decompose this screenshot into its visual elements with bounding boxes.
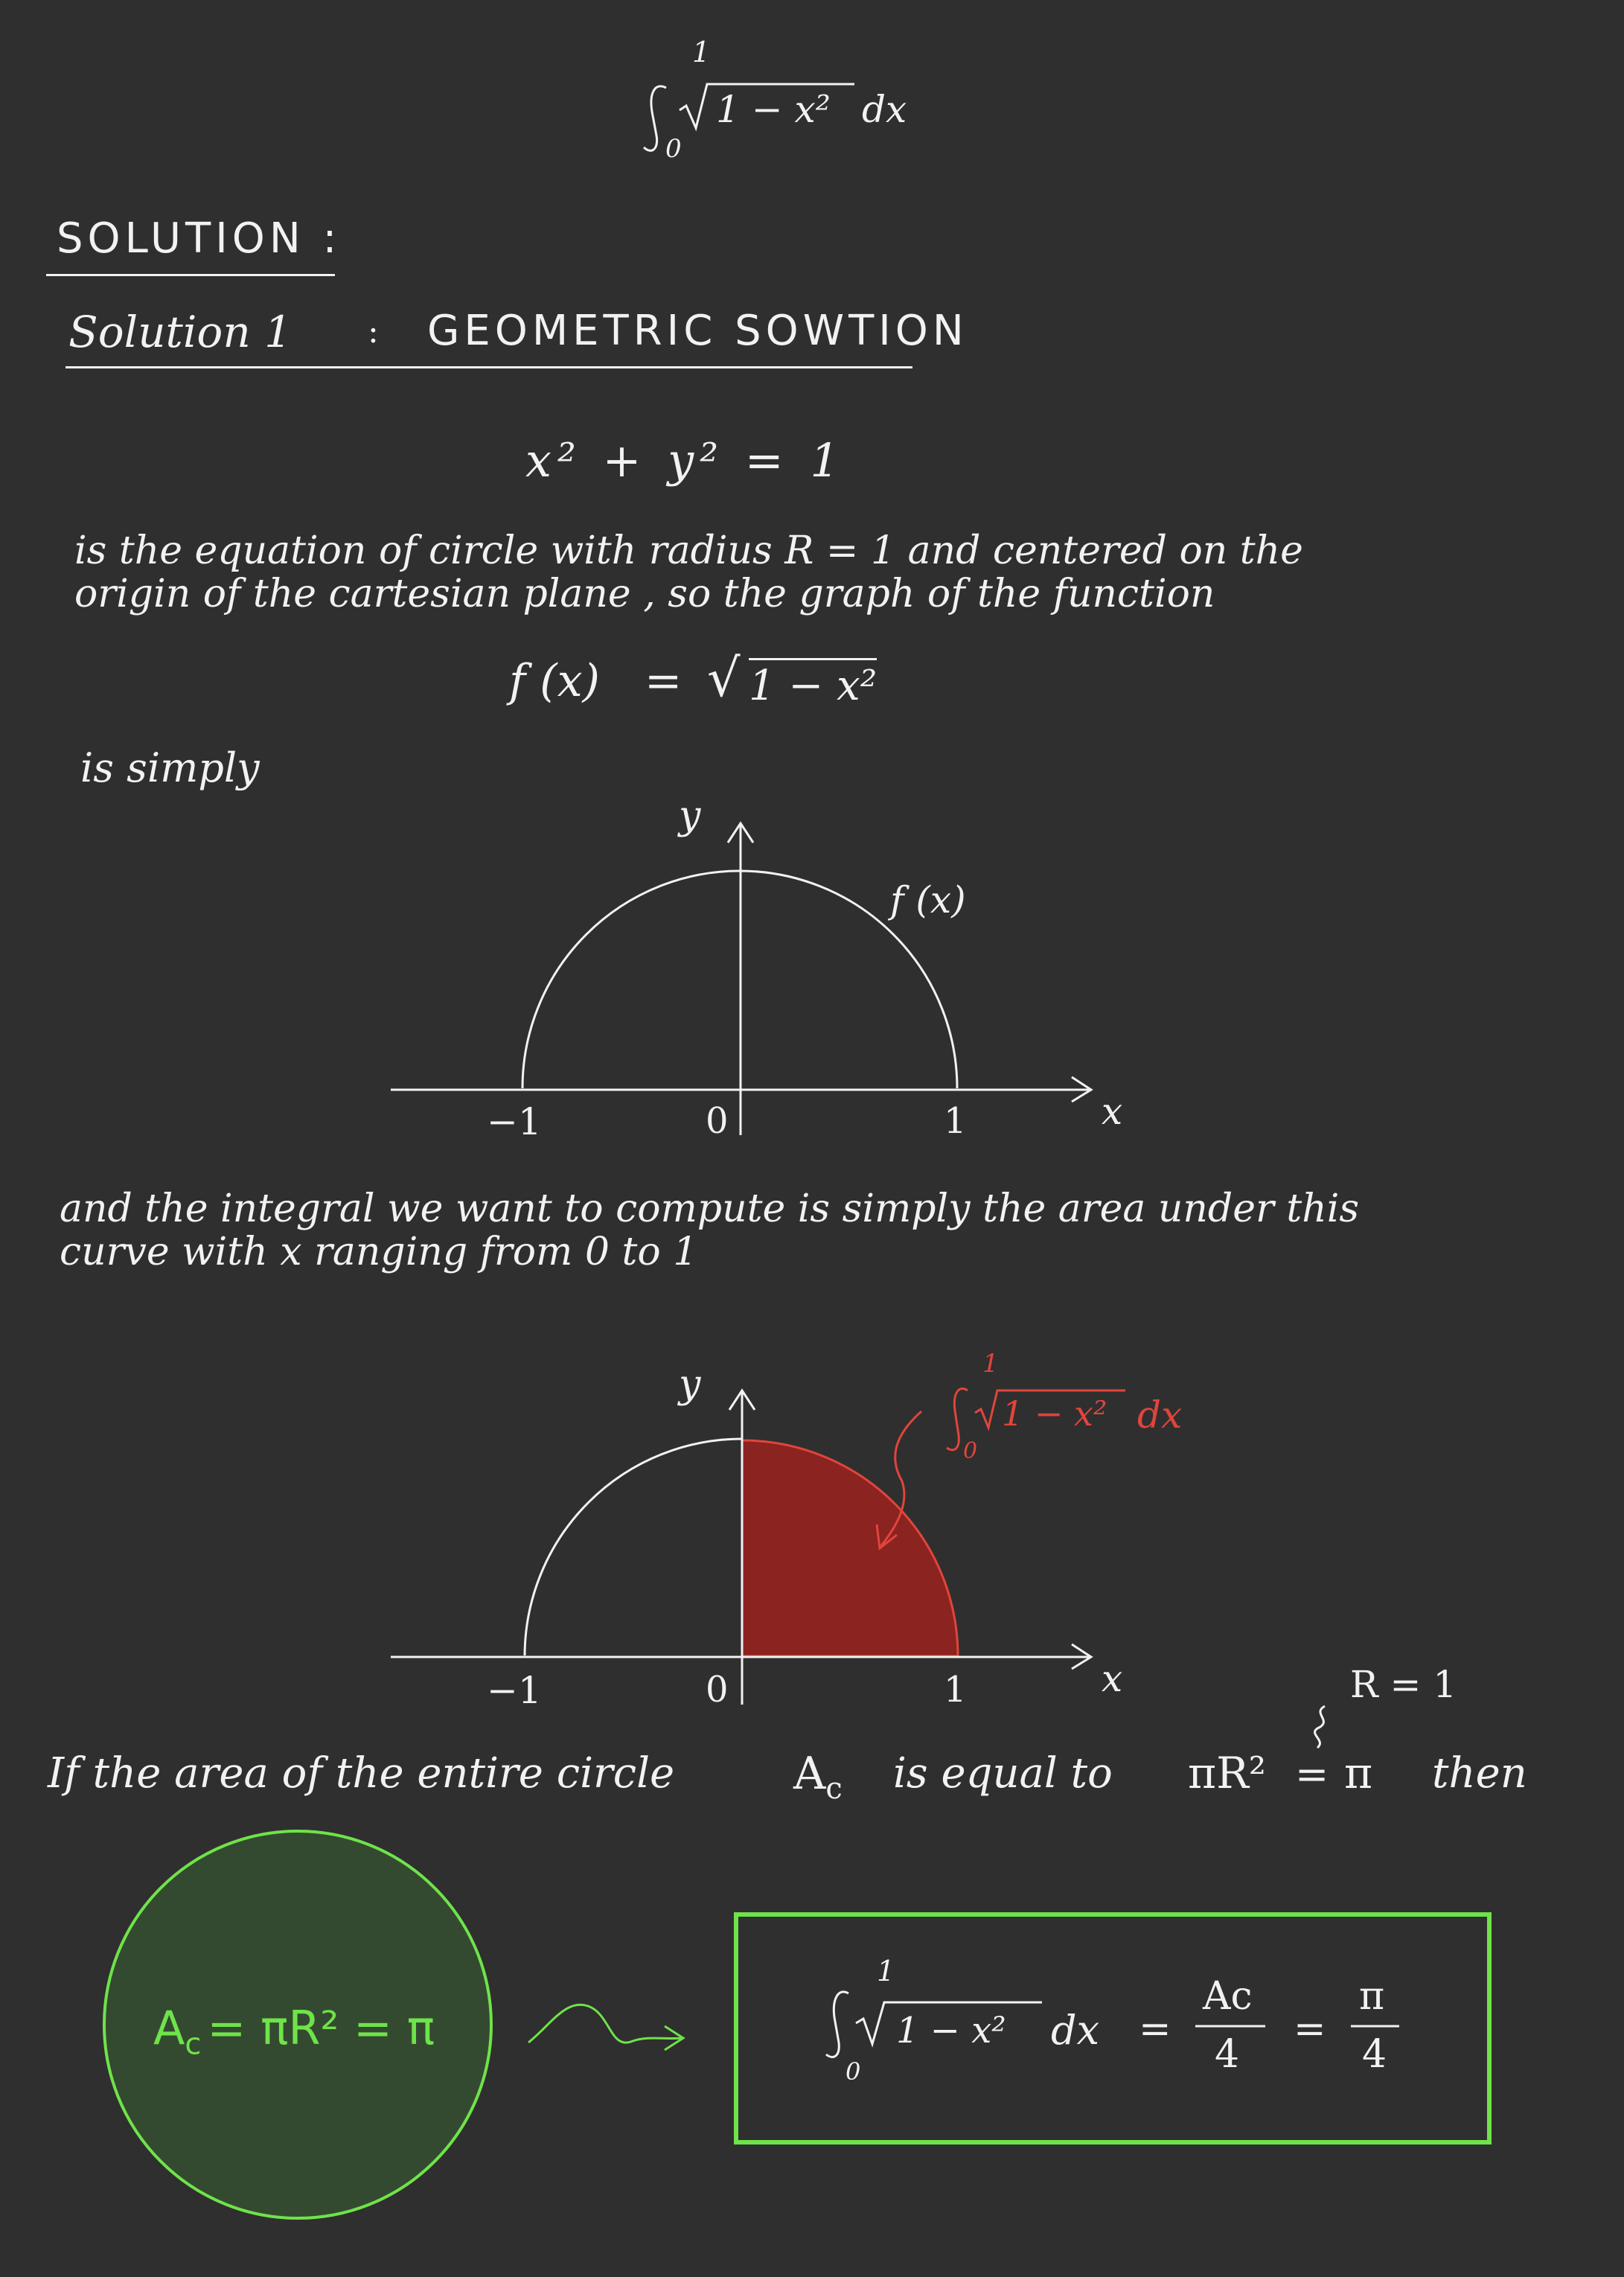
graph2-y-label: y <box>679 1362 701 1407</box>
squiggle-arrow <box>528 2005 681 2043</box>
paragraph3-pi: π <box>1344 1748 1373 1798</box>
result-eq1: = <box>1139 2007 1171 2051</box>
function-lhs: f (x) <box>509 655 600 707</box>
solution1-label: Solution 1 <box>68 307 292 357</box>
paragraph2-line1: and the integral we want to compute is simply the area under this <box>60 1187 1360 1231</box>
graph1-tick-1: 1 <box>944 1100 967 1142</box>
function-eq: = <box>645 655 682 707</box>
r-note-squiggle <box>1315 1706 1325 1748</box>
result-limit-bottom: 0 <box>845 2057 861 2086</box>
function-rhs: 1 − x² <box>749 658 877 710</box>
header-integral-sign <box>644 86 666 151</box>
solution1-underline <box>65 366 912 368</box>
solution-heading: SOLUTION : <box>57 214 342 263</box>
green-circle-text <box>153 2001 435 2061</box>
result-dx: dx <box>1051 2007 1100 2054</box>
paragraph3-mid: is equal to <box>893 1749 1113 1798</box>
result-box <box>736 1914 1489 2142</box>
result-limit-top: 1 <box>877 1955 895 1987</box>
graph2-annotation-bottom: 0 <box>963 1438 978 1464</box>
graph1-y-label: y <box>679 793 701 838</box>
graph2-tick-1: 1 <box>944 1669 967 1711</box>
header-integrand: 1 − x² <box>716 88 831 131</box>
graph2-annotation-dx: dx <box>1137 1393 1183 1437</box>
paragraph1-line2: origin of the cartesian plane , so the graph of the function <box>74 572 1215 616</box>
result-integral-sign <box>826 1992 848 2057</box>
graph2-tick-0: 0 <box>706 1669 729 1711</box>
function-radical-sign: √ <box>707 648 741 709</box>
result-eq2: = <box>1294 2007 1326 2051</box>
solution1-title: GEOMETRIC SOWTION <box>427 307 968 355</box>
graph2-tick-neg1: −1 <box>487 1669 542 1712</box>
graph2-annotation-integrand: 1 − x² <box>1002 1393 1107 1434</box>
solution-heading-underline <box>46 274 335 276</box>
result-frac1-den: 4 <box>1215 2032 1240 2077</box>
header-limit-top: 1 <box>692 36 711 68</box>
paragraph3-post: then <box>1432 1749 1527 1798</box>
paragraph3-ac <box>793 1748 843 1806</box>
green-circle-rest: = πR² = π <box>207 2001 435 2055</box>
result-integrand: 1 − x² <box>896 2010 1006 2051</box>
graph1-curve-label: f (x) <box>890 878 966 922</box>
graph2-semicircle-left <box>525 1439 742 1655</box>
graph1 <box>391 823 1091 1135</box>
green-circle-a: A <box>153 2001 185 2055</box>
graph2-x-label: x <box>1102 1657 1123 1700</box>
paragraph2-line2: curve with x ranging from 0 to 1 <box>60 1230 698 1274</box>
paragraph3-pre: If the area of the entire circle <box>48 1749 675 1798</box>
graph1-tick-0: 0 <box>706 1100 729 1142</box>
solution1-separator: : <box>368 313 379 351</box>
paragraph1-line1: is the equation of circle with radius R = 1 and centered on the <box>74 528 1303 573</box>
circle-equation: x² + y² = 1 <box>525 433 845 488</box>
graph1-tick-neg1: −1 <box>487 1100 542 1143</box>
graph1-x-label: x <box>1102 1090 1123 1133</box>
result-frac1-num: Ac <box>1203 1974 1253 2019</box>
r-note: R = 1 <box>1350 1663 1457 1706</box>
paragraph3-eq: = <box>1295 1751 1329 1798</box>
result-frac2-num: π <box>1359 1974 1385 2019</box>
green-circle-sub: c <box>185 2027 202 2062</box>
header-limit-bottom: 0 <box>665 134 682 164</box>
graph2-quarter-fill <box>742 1440 958 1656</box>
paragraph3-ac-sub: c <box>825 1772 843 1806</box>
header-differential: dx <box>862 88 907 131</box>
graph2 <box>391 1389 1125 1705</box>
result-frac2-den: 4 <box>1362 2032 1387 2077</box>
is-simply: is simply <box>80 744 260 791</box>
paragraph3-pi-r2: πR² <box>1188 1748 1267 1798</box>
paragraph3-ac-letter: A <box>793 1748 826 1800</box>
graph2-annotation-top: 1 <box>982 1349 999 1379</box>
